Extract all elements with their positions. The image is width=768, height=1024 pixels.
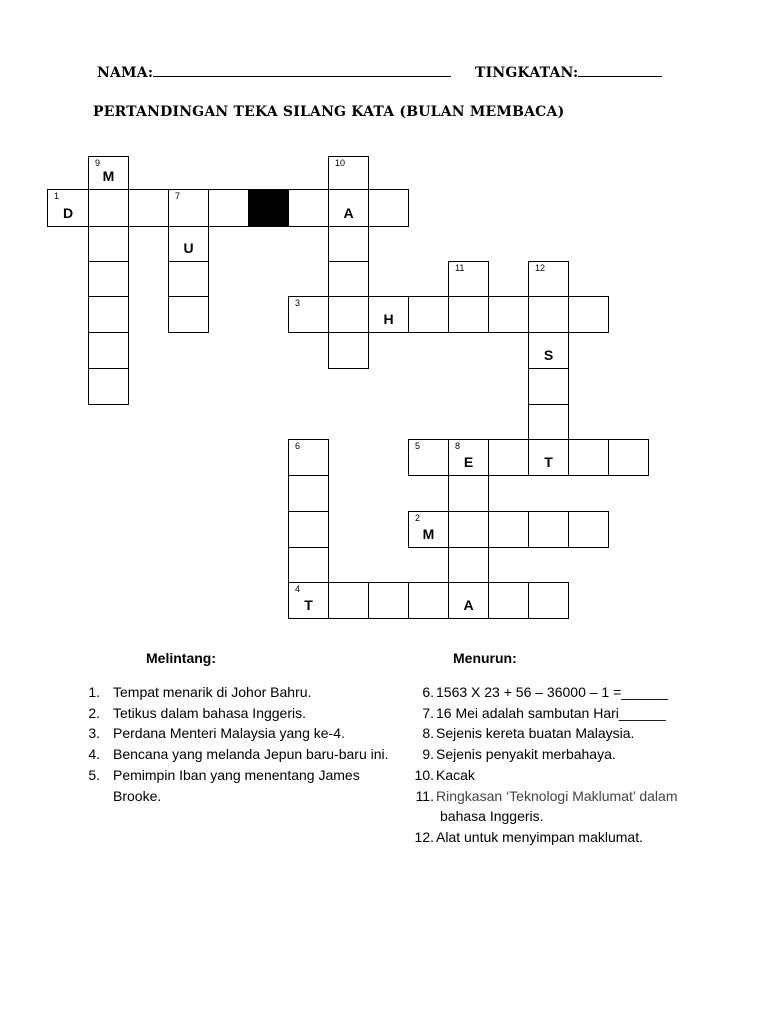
- crossword-cell[interactable]: [528, 439, 569, 476]
- crossword-cell[interactable]: [528, 332, 569, 369]
- down-clue-list: [400, 682, 678, 848]
- clue-across-4: 4. Bencana yang melanda Jepun baru-baru ini.: [88, 746, 389, 763]
- clue-across-5: 5. Pemimpin Iban yang menentang James: [88, 766, 360, 783]
- clue-number: 6: [295, 441, 301, 451]
- crossword-cell[interactable]: [568, 296, 609, 333]
- crossword-cell[interactable]: [88, 368, 129, 405]
- crossword-cell[interactable]: [568, 511, 609, 548]
- clue-number: 4: [295, 584, 301, 594]
- crossword-cell[interactable]: [408, 582, 449, 619]
- clue-number: 5: [415, 441, 421, 451]
- given-letter: H: [383, 311, 394, 327]
- crossword-block-cell: [248, 189, 289, 227]
- clue-across-1: 1. Tempat menarik di Johor Bahru.: [88, 684, 312, 700]
- clue-down-11-cont: bahasa Inggeris.: [440, 808, 544, 825]
- clue-down-9: 9. Sejenis penyakit merbahaya.: [422, 746, 616, 763]
- crossword-cell[interactable]: [47, 189, 89, 227]
- crossword-cell[interactable]: [448, 439, 489, 476]
- clue-down-12: 12. Alat untuk menyimpan maklumat.: [414, 828, 643, 845]
- crossword-cell[interactable]: [288, 439, 329, 476]
- crossword-cell[interactable]: [528, 296, 569, 333]
- given-letter: T: [304, 597, 313, 613]
- given-letter: A: [343, 205, 354, 221]
- clue-down-11: 11. Ringkasan ‘Teknologi Maklumat’ dalam: [415, 787, 678, 804]
- crossword-cell[interactable]: [408, 511, 449, 548]
- crossword-cell[interactable]: [168, 261, 209, 297]
- clue-down-6: 6. 1563 X 23 + 56 – 36000 – 1 =______: [422, 684, 668, 700]
- crossword-cell[interactable]: [328, 226, 369, 262]
- crossword-cell[interactable]: [448, 261, 489, 297]
- crossword-cell[interactable]: [288, 511, 329, 548]
- crossword-cell[interactable]: [528, 368, 569, 405]
- clue-number: 10: [335, 158, 346, 168]
- crossword-cell[interactable]: [488, 511, 529, 548]
- crossword-cell[interactable]: [608, 439, 649, 476]
- crossword-cell[interactable]: [528, 511, 569, 548]
- clue-down-8: 8. Sejenis kereta buatan Malaysia.: [422, 725, 635, 742]
- given-letter: T: [544, 454, 553, 470]
- crossword-cell[interactable]: [288, 475, 329, 512]
- across-clue-list: [74, 682, 389, 806]
- crossword-cell[interactable]: [88, 226, 129, 262]
- crossword-cell[interactable]: [88, 332, 129, 369]
- crossword-cell[interactable]: [488, 439, 529, 476]
- crossword-cell[interactable]: [288, 582, 329, 619]
- given-letter: A: [463, 597, 474, 613]
- crossword-cell[interactable]: [488, 582, 529, 619]
- crossword-cell[interactable]: [368, 582, 409, 619]
- across-heading: Melintang:: [146, 650, 216, 666]
- page-title: PERTANDINGAN TEKA SILANG KATA (BULAN MEMBACA): [93, 104, 565, 120]
- clue-number: 3: [295, 298, 301, 308]
- crossword-cell[interactable]: [88, 189, 129, 227]
- crossword-cell[interactable]: [448, 547, 489, 583]
- given-letter: D: [62, 205, 74, 221]
- crossword-cell[interactable]: [168, 296, 209, 333]
- crossword-cell[interactable]: [528, 404, 569, 440]
- crossword-cell[interactable]: [88, 296, 129, 333]
- crossword-cell[interactable]: [288, 296, 329, 333]
- form-label: TINGKATAN:: [475, 65, 579, 81]
- crossword-cell[interactable]: [448, 582, 489, 619]
- crossword-cell[interactable]: [488, 296, 529, 333]
- clue-down-7: 7. 16 Mei adalah sambutan Hari______: [422, 704, 666, 721]
- clue-number: 11: [455, 263, 465, 273]
- crossword-cell[interactable]: [328, 189, 369, 227]
- crossword-cell[interactable]: [528, 582, 569, 619]
- clue-across-2: 2. Tetikus dalam bahasa Inggeris.: [88, 704, 306, 721]
- crossword-cell[interactable]: [288, 189, 329, 227]
- given-letter: E: [463, 454, 474, 470]
- crossword-cell[interactable]: [288, 547, 329, 583]
- clue-number: 9: [95, 158, 101, 168]
- crossword-cell[interactable]: [128, 189, 169, 227]
- crossword-cell[interactable]: [568, 439, 609, 476]
- crossword-cell[interactable]: [328, 296, 369, 333]
- clue-across-5-cont: Brooke.: [113, 787, 162, 804]
- given-letter: S: [543, 347, 554, 363]
- crossword-cell[interactable]: [448, 296, 489, 333]
- crossword-cell[interactable]: [448, 511, 489, 548]
- clue-number: 2: [415, 513, 421, 523]
- down-heading: Menurun:: [453, 650, 517, 666]
- given-letter: M: [102, 168, 115, 184]
- crossword-cell[interactable]: [328, 261, 369, 297]
- crossword-cell[interactable]: [528, 261, 569, 297]
- crossword-cell[interactable]: [168, 226, 209, 262]
- crossword-cell[interactable]: [208, 189, 249, 227]
- crossword-cell[interactable]: [368, 189, 409, 227]
- clue-down-10: 10. Kacak: [414, 766, 475, 783]
- crossword-cell[interactable]: [328, 156, 369, 190]
- crossword-cell[interactable]: [368, 296, 409, 333]
- crossword-cell[interactable]: [408, 296, 449, 333]
- clue-number: 12: [535, 263, 546, 273]
- name-label: NAMA:: [97, 65, 154, 81]
- crossword-cell[interactable]: [328, 332, 369, 369]
- clue-number: 8: [455, 441, 461, 451]
- clue-number: 1: [54, 191, 60, 201]
- crossword-cell[interactable]: [88, 261, 129, 297]
- crossword-cell[interactable]: [328, 582, 369, 619]
- clue-across-3: 3. Perdana Menteri Malaysia yang ke-4.: [88, 725, 345, 742]
- crossword-cell[interactable]: [168, 189, 209, 227]
- given-letter: U: [183, 240, 194, 256]
- crossword-cell[interactable]: [88, 156, 129, 190]
- clue-number: 7: [175, 191, 181, 201]
- given-letter: M: [422, 526, 435, 542]
- crossword-cell[interactable]: [408, 439, 449, 476]
- crossword-cell[interactable]: [448, 475, 489, 512]
